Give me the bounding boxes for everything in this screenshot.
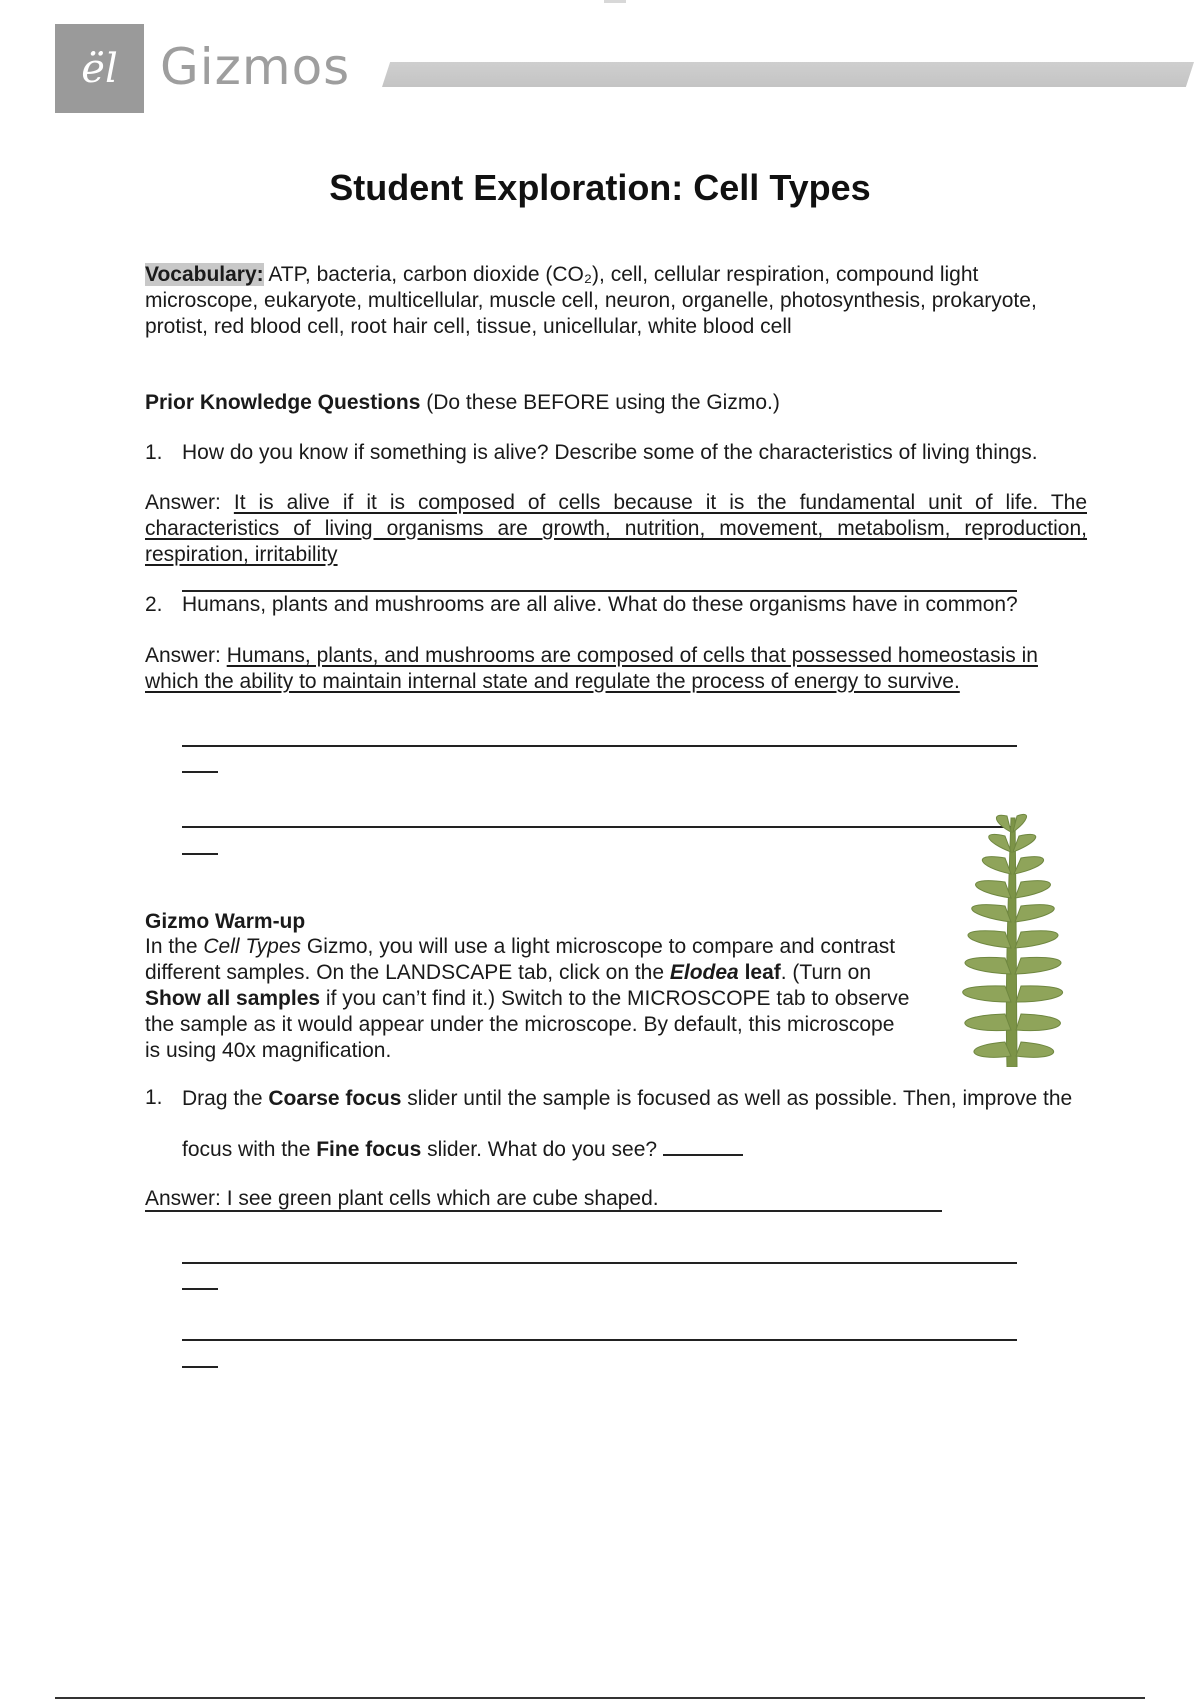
- question-2-text: Humans, plants and mushrooms are all alive. What do these organisms have in common?: [182, 593, 1018, 616]
- answer-1-text: It is alive if it is composed of cells because it is the fundamental unit of life. The characteristics of living organisms are growth, nutrition, movement, metabolism, reproduction, respiration, irritability: [145, 491, 1087, 566]
- show-all-samples-label: Show all samples: [145, 987, 321, 1010]
- question-2-number: 2.: [145, 593, 163, 616]
- answer-blank: [663, 1136, 743, 1156]
- answer-line-stub: [182, 1366, 218, 1368]
- brand-name: Gizmos: [160, 38, 351, 96]
- warmup-question-number: 1.: [145, 1086, 163, 1109]
- page-title: Student Exploration: Cell Types: [329, 167, 871, 208]
- warmup-question-part: slider until the sample is focused as well as possible. Then, improve the focus with the: [182, 1087, 1073, 1161]
- page-top-mark: [604, 0, 626, 3]
- warmup-text: . (Turn on: [780, 961, 872, 984]
- fine-focus-label: Fine focus: [316, 1138, 422, 1161]
- logo-glyph: ël: [81, 45, 118, 92]
- warmup-answer: Answer: I see green plant cells which are cube shaped.: [145, 1187, 659, 1210]
- leaf-word: leaf: [738, 961, 781, 984]
- answer-line-stub: [182, 771, 218, 773]
- answer-line-stub: [182, 1288, 218, 1290]
- question-1-answer: [145, 490, 1087, 568]
- prior-knowledge-heading-row: [145, 390, 1085, 416]
- warmup-text: if you can’t find it.) Switch to the MICROSCOPE tab to observe the sample as it would appear under the microscope. By default, this microscope is using 40x magnification.: [145, 987, 910, 1062]
- warmup-question-text: [182, 1073, 1092, 1175]
- answer-line: [182, 1339, 1017, 1341]
- gizmos-logo-icon: [55, 24, 144, 113]
- vocabulary-terms: ATP, bacteria, carbon dioxide (CO₂), cell, cellular respiration, compound light microscope, eukaryote, multicellular, muscle cell, neuron, organelle, photosynthesis, prokaryote, protist, red blood cell, root hair cell, tissue, unicellular, white blood cell: [145, 263, 1037, 338]
- warmup-paragraph: [145, 934, 915, 1064]
- answer-1-label: Answer:: [145, 491, 234, 514]
- elodea-name: Elodea: [669, 961, 739, 984]
- answer-line: [182, 826, 1017, 828]
- question-2-answer: [145, 643, 1087, 695]
- answer-line: [182, 745, 1017, 747]
- question-1-number: 1.: [145, 441, 163, 464]
- warmup-question-part: slider. What do you see?: [421, 1138, 663, 1161]
- vocabulary-label: Vocabulary:: [145, 263, 264, 286]
- warmup-text: Gizmo, you will use a light microscope to compare and contrast different samples. On the LANDSCAPE tab, click on the: [145, 935, 896, 984]
- prior-knowledge-note: (Do these BEFORE using the Gizmo.): [420, 391, 780, 414]
- warmup-heading: Gizmo Warm-up: [145, 910, 306, 933]
- answer-2-text: Humans, plants, and mushrooms are composed of cells that possessed homeostasis in which the ability to maintain internal state and regulate the process of energy to survive.: [145, 644, 1038, 693]
- warmup-text: In the: [145, 935, 204, 958]
- answer-line-stub: [182, 853, 218, 855]
- question-1-text: How do you know if something is alive? Describe some of the characteristics of living things.: [182, 441, 1038, 464]
- answer-2-label: Answer:: [145, 644, 227, 667]
- elodea-plant-icon: [935, 812, 1085, 1067]
- warmup-question-part: Drag the: [182, 1087, 269, 1110]
- gizmo-name: Cell Types: [203, 935, 302, 958]
- coarse-focus-label: Coarse focus: [268, 1087, 402, 1110]
- vocabulary-paragraph: [145, 262, 1085, 340]
- footer-rule: [55, 1697, 1145, 1699]
- answer-line: [145, 1210, 942, 1212]
- header-bar: [382, 62, 1194, 87]
- prior-knowledge-heading: Prior Knowledge Questions: [145, 391, 421, 414]
- answer-line: [182, 1262, 1017, 1264]
